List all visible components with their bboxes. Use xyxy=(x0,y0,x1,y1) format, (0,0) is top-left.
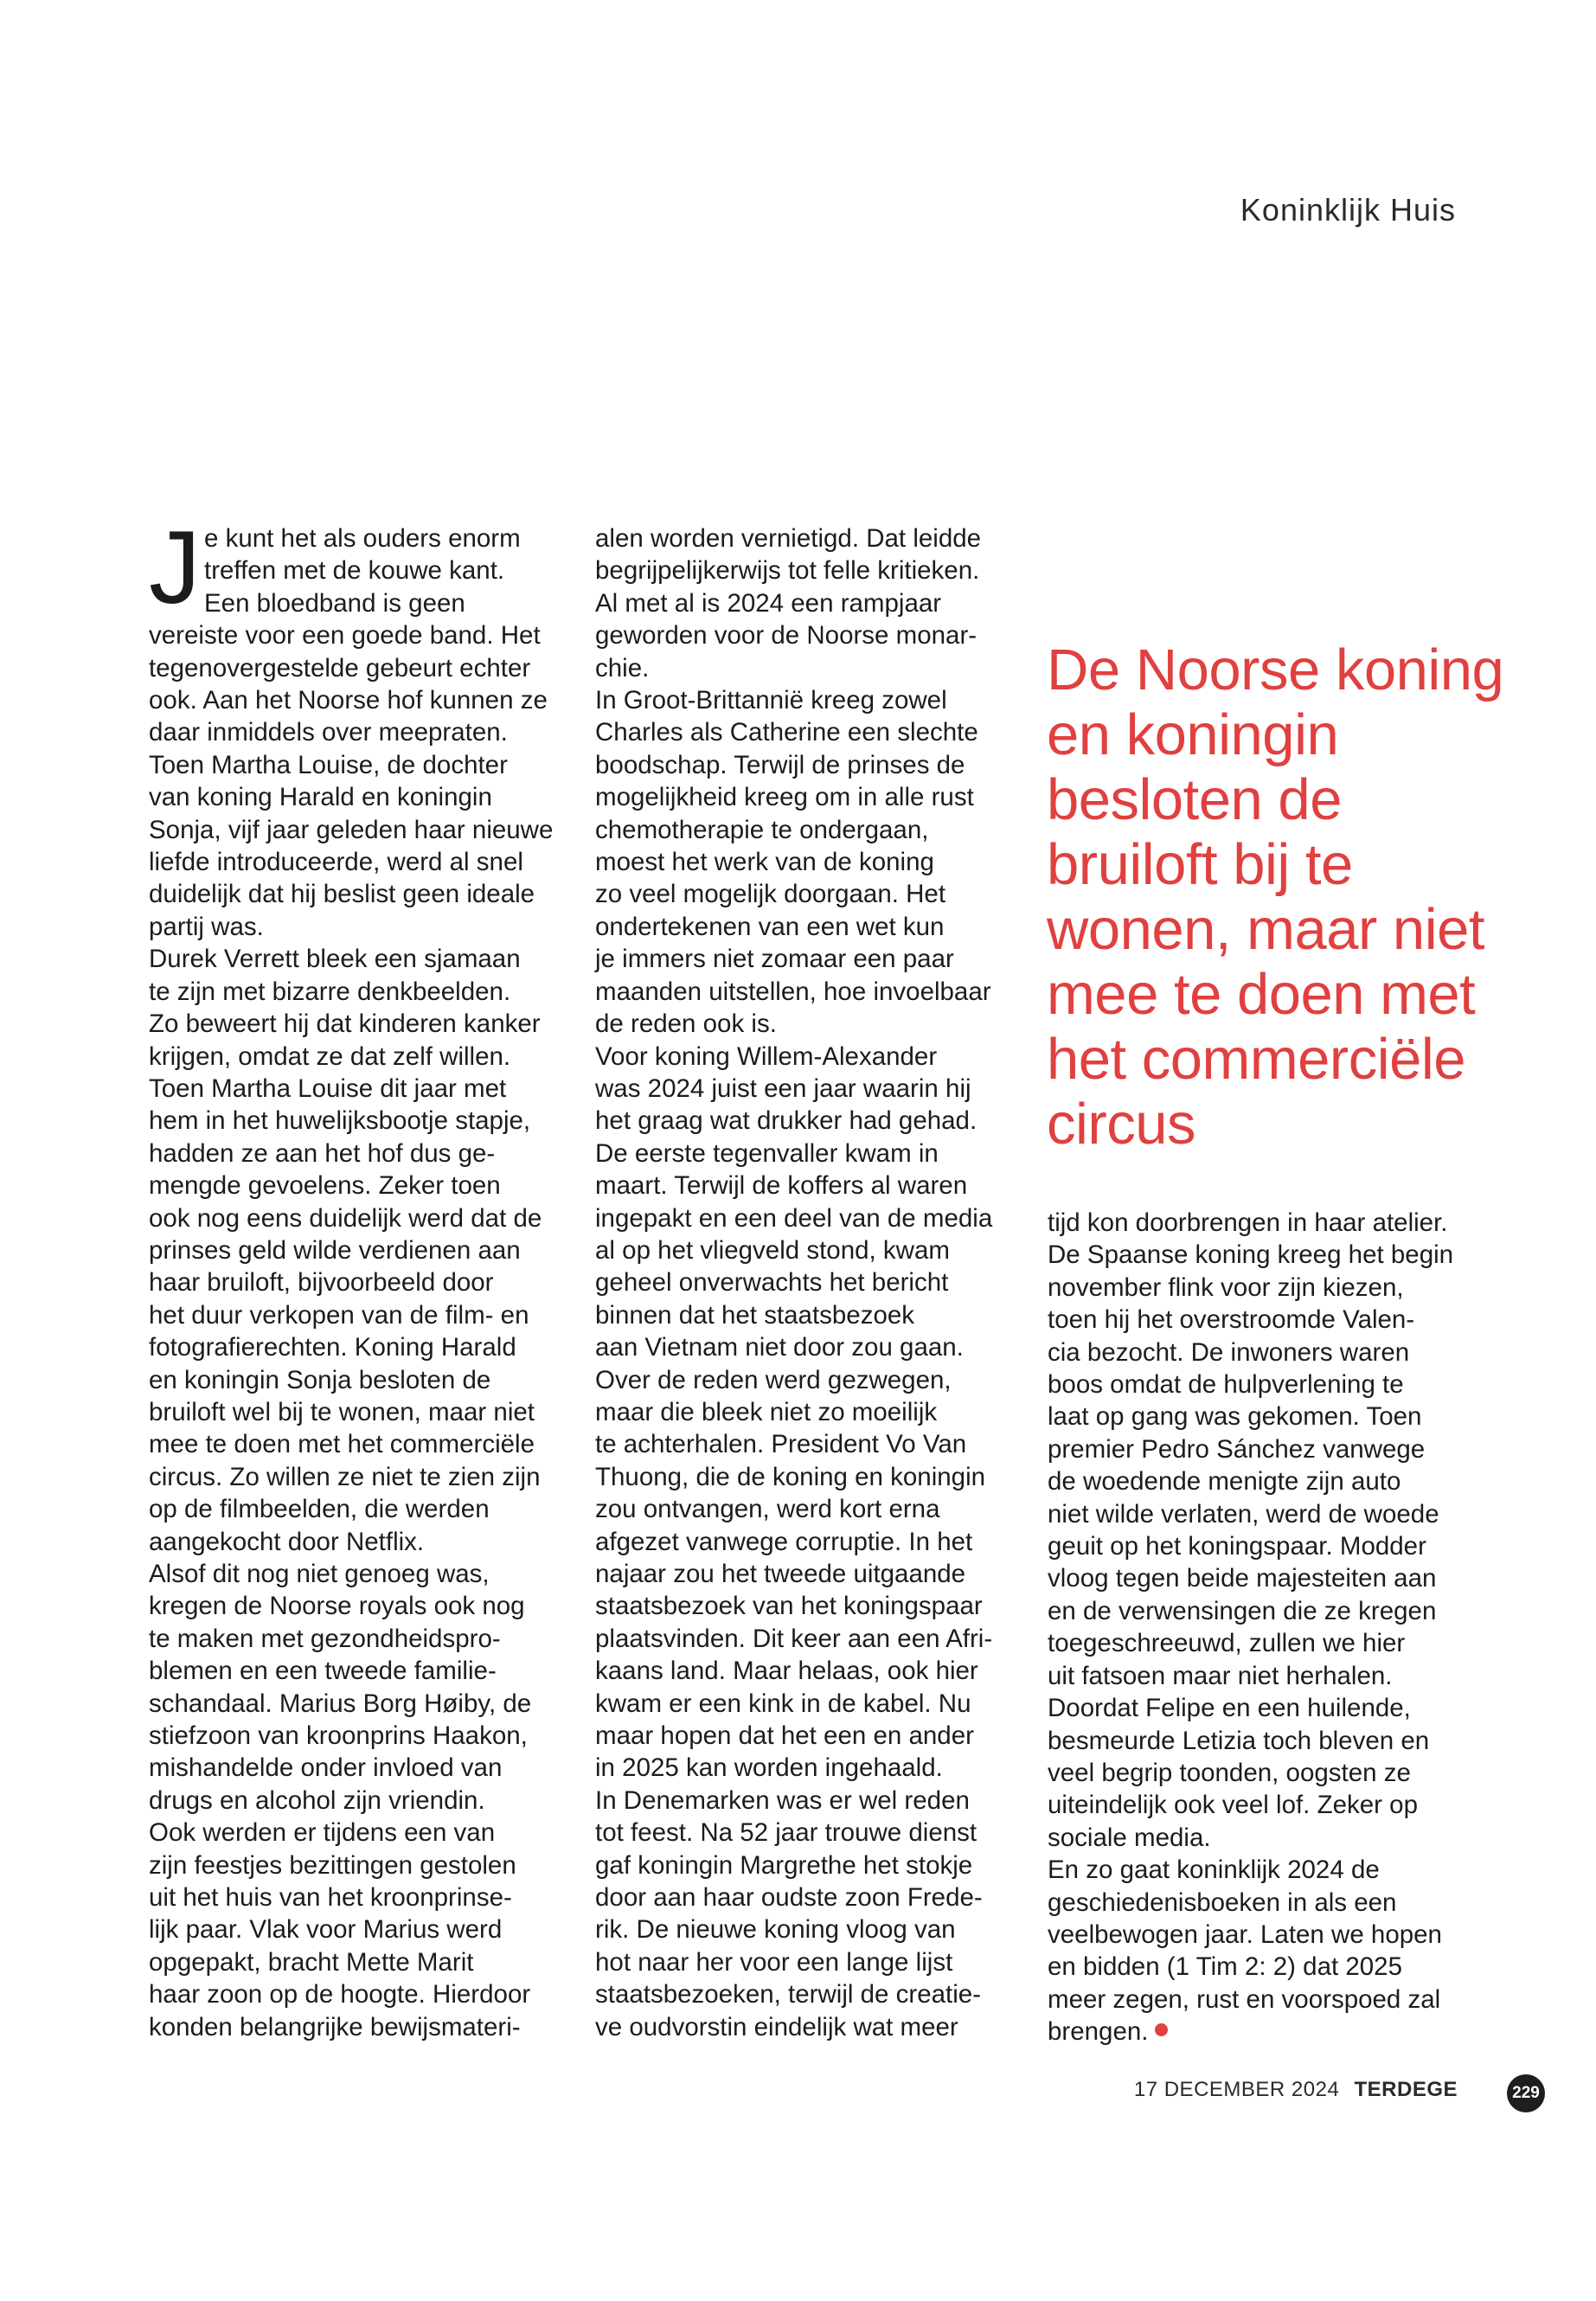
text-line: staatsbezoek van het koningspaar xyxy=(595,1592,983,1621)
text-line: ook nog eens duidelijk werd dat de xyxy=(149,1203,542,1233)
text-line: aangekocht door Netflix. xyxy=(149,1527,425,1556)
text-line: in 2025 kan worden ingehaald. xyxy=(595,1753,943,1783)
text-line: veel begrip toonden, oogsten ze xyxy=(1048,1758,1411,1787)
text-line: bruiloft wel bij te wonen, maar niet xyxy=(149,1397,535,1426)
text-line: In Denemarken was er wel reden xyxy=(595,1785,970,1815)
text-line: door aan haar oudste zoon Frede- xyxy=(595,1883,983,1913)
text-line: partij was. xyxy=(149,912,264,941)
text-line: november flink voor zijn kiezen, xyxy=(1048,1272,1404,1302)
text-line: Toen Martha Louise dit jaar met xyxy=(149,1074,507,1103)
text-line: tijd kon doorbrengen in haar atelier. xyxy=(1048,1208,1448,1237)
text-line: boos omdat de hulpverlening te xyxy=(1048,1370,1404,1400)
text-line: Al met al is 2024 een rampjaar xyxy=(595,588,942,618)
text-line: vloog tegen beide majesteiten aan xyxy=(1048,1564,1437,1593)
text-line: Zo beweert hij dat kinderen kanker xyxy=(149,1009,541,1039)
text-line: toen hij het overstroomde Valen- xyxy=(1048,1305,1415,1335)
text-line: geschiedenisboeken in als een xyxy=(1048,1888,1397,1917)
text-line: krijgen, omdat ze dat zelf willen. xyxy=(149,1042,511,1071)
text-line: ook. Aan het Noorse hof kunnen ze xyxy=(149,686,548,715)
text-line: van koning Harald en koningin xyxy=(149,783,492,812)
text-line: drugs en alcohol zijn vriendin. xyxy=(149,1785,485,1815)
text-line: blemen en een tweede familie- xyxy=(149,1657,497,1686)
text-line: meer zegen, rust en voorspoed zal xyxy=(1048,1984,1441,2014)
text-line: alen worden vernietigd. Dat leidde xyxy=(595,524,982,553)
pull-quote-line: De Noorse koning xyxy=(1047,638,1504,702)
text-line: Alsof dit nog niet genoeg was, xyxy=(149,1560,490,1588)
text-line: prinses geld wilde verdienen aan xyxy=(149,1235,521,1265)
text-line: Over de reden werd gezwegen, xyxy=(595,1365,952,1394)
text-line: besmeurde Letizia toch bleven en xyxy=(1048,1726,1430,1755)
text-line: liefde introduceerde, werd al snel xyxy=(149,848,523,877)
text-line: Een bloedband is geen xyxy=(204,588,465,618)
text-line: tegenovergestelde gebeurt echter xyxy=(149,653,531,683)
pull-quote-line: mee te doen met xyxy=(1047,962,1476,1027)
text-line: sociale media. xyxy=(1048,1823,1211,1852)
text-line: duidelijk dat hij beslist geen ideale xyxy=(149,880,535,909)
text-line: te zijn met bizarre denkbeelden. xyxy=(149,977,511,1006)
text-line: geworden voor de Noorse monar- xyxy=(595,621,977,651)
text-line: tot feest. Na 52 jaar trouwe dienst xyxy=(595,1818,977,1848)
text-line: haar zoon op de hoogte. Hierdoor xyxy=(149,1980,531,2009)
text-line: najaar zou het tweede uitgaande xyxy=(595,1560,966,1588)
text-line: was 2024 juist een jaar waarin hij xyxy=(595,1074,971,1103)
text-line: binnen dat het staatsbezoek xyxy=(595,1300,915,1330)
issue-date: 17 DECEMBER 2024 xyxy=(1133,2078,1340,2101)
text-line: schandaal. Marius Borg Høiby, de xyxy=(149,1689,532,1718)
text-line: Sonja, vijf jaar geleden haar nieuwe xyxy=(149,815,554,844)
text-line: plaatsvinden. Dit keer aan een Afri- xyxy=(595,1624,993,1653)
text-line: afgezet vanwege corruptie. In het xyxy=(595,1527,973,1556)
text-line: Toen Martha Louise, de dochter xyxy=(149,750,508,779)
text-line: zo veel mogelijk doorgaan. Het xyxy=(595,880,946,909)
text-line: cia bezocht. De inwoners waren xyxy=(1048,1337,1410,1367)
text-line: te achterhalen. President Vo Van xyxy=(595,1430,967,1459)
text-line: op de filmbeelden, die werden xyxy=(149,1495,490,1524)
text-line: zou ontvangen, werd kort erna xyxy=(595,1495,940,1524)
text-line: ondertekenen van een wet kun xyxy=(595,912,945,941)
text-line: stiefzoon van kroonprins Haakon, xyxy=(149,1721,528,1751)
text-line: te maken met gezondheidspro- xyxy=(149,1624,501,1653)
text-line: Thuong, die de koning en koningin xyxy=(595,1462,986,1491)
text-line: uit het huis van het kroonprinse- xyxy=(149,1883,512,1913)
text-line: vereiste voor een goede band. Het xyxy=(149,621,541,651)
text-line: chemotherapie te ondergaan, xyxy=(595,815,929,844)
text-line: lijk paar. Vlak voor Marius werd xyxy=(149,1915,503,1945)
article-column-2 xyxy=(595,522,1012,2043)
text-line: Charles als Catherine een slechte xyxy=(595,718,978,747)
text-line: uiteindelijk ook veel lof. Zeker op xyxy=(1048,1791,1418,1820)
text-line: kaans land. Maar helaas, ook hier xyxy=(595,1657,978,1686)
text-line: kwam er een kink in de kabel. Nu xyxy=(595,1689,971,1718)
text-line: begrijpelijkerwijs tot felle kritieken. xyxy=(595,556,980,586)
text-line: maart. Terwijl de koffers al waren xyxy=(595,1171,968,1201)
text-line: het duur verkopen van de film- en xyxy=(149,1300,529,1330)
page-number-badge: 229 xyxy=(1507,2074,1545,2112)
text-line: zijn feestjes bezittingen gestolen xyxy=(149,1850,516,1880)
text-line: ingepakt en een deel van de media xyxy=(595,1203,993,1233)
text-line: Doordat Felipe en een huilende, xyxy=(1048,1694,1411,1723)
text-line: maar hopen dat het een en ander xyxy=(595,1721,974,1751)
text-line: rik. De nieuwe koning vloog van xyxy=(595,1915,956,1945)
text-line: boodschap. Terwijl de prinses de xyxy=(595,750,965,779)
text-line: mogelijkheid kreeg om in alle rust xyxy=(595,783,974,812)
text-line: premier Pedro Sánchez vanwege xyxy=(1048,1434,1426,1464)
text-line: en bidden (1 Tim 2: 2) dat 2025 xyxy=(1048,1952,1402,1982)
text-line: gaf koningin Margrethe het stokje xyxy=(595,1850,973,1880)
text-line: hot naar her voor een lange lijst xyxy=(595,1947,953,1977)
text-line: toegeschreeuwd, zullen we hier xyxy=(1048,1629,1406,1658)
text-line: En zo gaat koninklijk 2024 de xyxy=(1048,1856,1380,1885)
text-line: aan Vietnam niet door zou gaan. xyxy=(595,1333,964,1362)
text-line: maar die bleek niet zo moeilijk xyxy=(595,1397,938,1426)
text-line: opgepakt, bracht Mette Marit xyxy=(149,1947,474,1977)
text-line: e kunt het als ouders enorm xyxy=(204,524,521,553)
end-mark-icon xyxy=(1155,2023,1168,2036)
text-line: en koningin Sonja besloten de xyxy=(149,1365,491,1394)
text-line: daar inmiddels over meepraten. xyxy=(149,718,508,747)
text-line: mee te doen met het commerciële xyxy=(149,1430,535,1459)
text-line: hem in het huwelijksbootje stapje, xyxy=(149,1106,531,1136)
text-line: kregen de Noorse royals ook nog xyxy=(149,1592,525,1621)
text-line: het graag wat drukker had gehad. xyxy=(595,1106,977,1136)
text-line: De eerste tegenvaller kwam in xyxy=(595,1138,939,1168)
pull-quote-line: het commerciële xyxy=(1047,1027,1466,1092)
text-line: maanden uitstellen, hoe invoelbaar xyxy=(595,977,991,1006)
text-line: de reden ook is. xyxy=(595,1009,777,1039)
text-line: veelbewogen jaar. Laten we hopen xyxy=(1048,1920,1442,1949)
text-line: Durek Verrett bleek een sjamaan xyxy=(149,945,521,974)
text-line: circus. Zo willen ze niet te zien zijn xyxy=(149,1462,541,1491)
pull-quote-line: bruiloft bij te xyxy=(1047,832,1353,897)
text-line: geheel onverwachts het bericht xyxy=(595,1268,949,1298)
text-line: moest het werk van de koning xyxy=(595,848,934,877)
text-line: mishandelde onder invloed van xyxy=(149,1753,503,1783)
text-line: Voor koning Willem-Alexander xyxy=(595,1042,938,1071)
section-label: Koninklijk Huis xyxy=(1240,192,1456,228)
text-line: In Groot-Brittannië kreeg zowel xyxy=(595,686,947,715)
text-line: brengen. xyxy=(1048,2016,1471,2048)
article-column-3 xyxy=(1048,1207,1471,2048)
text-line: Ook werden er tijdens een van xyxy=(149,1818,496,1848)
text-line: je immers niet zomaar een paar xyxy=(595,945,954,974)
pull-quote-line: circus xyxy=(1047,1092,1195,1157)
text-line: ve oudvorstin eindelijk wat meer xyxy=(595,2012,958,2041)
text-line: konden belangrijke bewijsmateri- xyxy=(149,2012,521,2041)
page-footer xyxy=(1134,2078,1458,2102)
drop-cap: J xyxy=(149,510,201,625)
pull-quote-line: wonen, maar niet xyxy=(1047,897,1484,962)
pull-quote xyxy=(1047,638,1504,1157)
pull-quote-line: en koningin xyxy=(1047,702,1339,767)
text-line: hadden ze aan het hof dus ge- xyxy=(149,1138,496,1168)
text-line: fotografierechten. Koning Harald xyxy=(149,1333,516,1362)
text-line: laat op gang was gekomen. Toen xyxy=(1048,1402,1422,1432)
text-line: treffen met de kouwe kant. xyxy=(204,556,505,586)
text-line: chie. xyxy=(595,653,650,683)
magazine-name: TERDEGE xyxy=(1354,2078,1458,2101)
article-column-1 xyxy=(149,510,559,2043)
text-line: mengde gevoelens. Zeker toen xyxy=(149,1171,501,1201)
text-line: al op het vliegveld stond, kwam xyxy=(595,1235,950,1265)
pull-quote-line: besloten de xyxy=(1047,767,1342,832)
text-line: niet wilde verlaten, werd de woede xyxy=(1048,1499,1439,1529)
text-line: geuit op het koningspaar. Modder xyxy=(1048,1532,1426,1561)
text-line: en de verwensingen die ze kregen xyxy=(1048,1596,1437,1625)
text-line: uit fatsoen maar niet herhalen. xyxy=(1048,1661,1393,1690)
text-line: staatsbezoeken, terwijl de creatie- xyxy=(595,1980,982,2009)
text-line: haar bruiloft, bijvoorbeeld door xyxy=(149,1268,494,1298)
text-line: De Spaanse koning kreeg het begin xyxy=(1048,1240,1454,1270)
text-line: de woedende menigte zijn auto xyxy=(1048,1467,1401,1497)
